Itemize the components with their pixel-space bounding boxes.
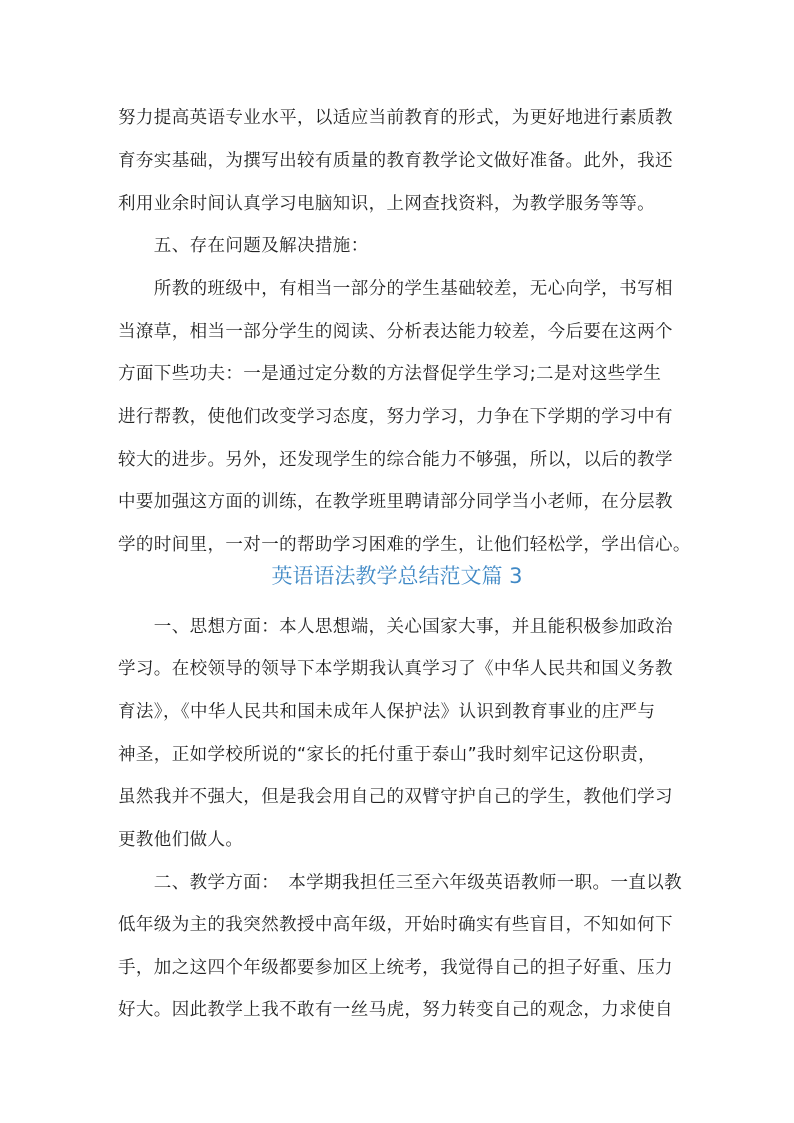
text-line: 较大的进步。另外，还发现学生的综合能力不够强，所以，以后的教学 <box>118 450 673 470</box>
text-line: 神圣，正如学校所说的“家长的托付重于泰山”我时刻牢记这份职责， <box>118 745 657 765</box>
section-title: 英语语法教学总结范文篇 3 <box>271 564 523 588</box>
text-line: 方面下些功夫：一是通过定分数的方法督促学生学习;二是对这些学生 <box>118 364 662 384</box>
text-line: 虽然我并不强大，但是我会用自己的双臂守护自己的学生，教他们学习 <box>118 787 673 807</box>
text-line: 手，加之这四个年级都要参加区上统考，我觉得自己的担子好重、压力 <box>118 958 673 978</box>
section-heading: 五、存在问题及解决措施： <box>118 236 369 256</box>
text-line: 好大。因此教学上我不敢有一丝马虎，努力转变自己的观念，力求使自 <box>118 1000 673 1020</box>
text-line: 进行帮教，使他们改变学习态度，努力学习，力争在下学期的学习中有 <box>118 407 673 427</box>
text-line: 利用业余时间认真学习电脑知识，上网查找资料，为教学服务等等。 <box>118 194 655 214</box>
text-line: 学习。在校领导的领导下本学期我认真学习了《中华人民共和国义务教 <box>118 659 673 679</box>
text-line: 育夯实基础，为撰写出较有质量的教育教学论文做好准备。此外，我还 <box>118 151 673 171</box>
text-line: 一、思想方面：本人思想端，关心国家大事，并且能积极参加政治 <box>118 617 673 637</box>
text-line: 低年级为主的我突然教授中高年级，开始时确实有些盲目，不知如何下 <box>118 915 673 935</box>
text-line: 更教他们做人。 <box>118 830 244 850</box>
text-line: 中要加强这方面的训练，在教学班里聘请部分同学当小老师，在分层教 <box>118 492 673 512</box>
text-line: 学的时间里，一对一的帮助学习困难的学生，让他们轻松学，学出信心。 <box>118 535 691 555</box>
text-line: 所教的班级中，有相当一部分的学生基础较差，无心向学，书写相 <box>118 279 673 299</box>
text-line: 育法》，《中华人民共和国未成年人保护法》认识到教育事业的庄严与 <box>118 702 656 722</box>
text-line: 努力提高英语专业水平，以适应当前教育的形式，为更好地进行素质教 <box>118 108 673 128</box>
text-line: 二、教学方面： 本学期我担任三至六年级英语教师一职。一直以教 <box>118 873 683 893</box>
text-line: 当潦草，相当一部分学生的阅读、分析表达能力较差，今后要在这两个 <box>118 322 673 342</box>
